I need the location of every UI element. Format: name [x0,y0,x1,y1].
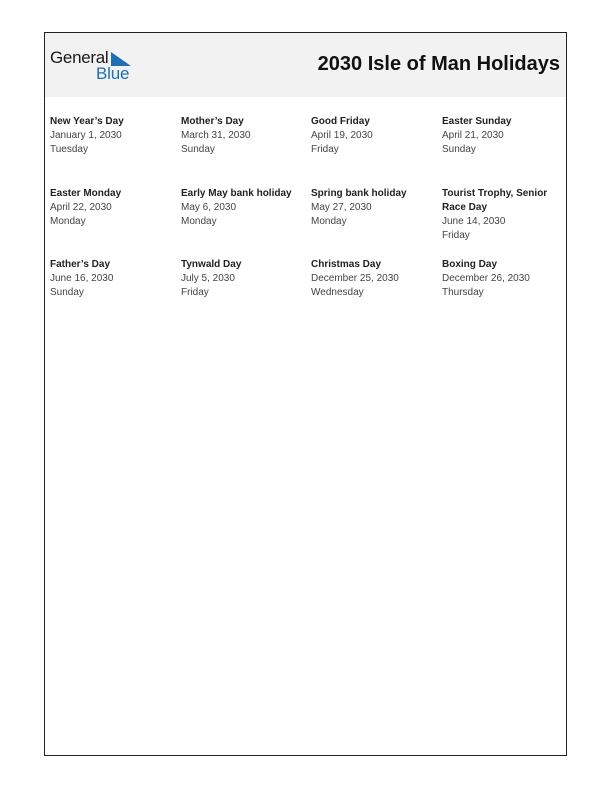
holiday-entry [442,115,566,157]
holiday-date: March 31, 2030 [181,130,251,141]
holiday-weekday: Sunday [442,144,476,155]
holiday-name: Good Friday [311,116,370,127]
holiday-name: Early May bank holiday [181,188,292,199]
holiday-weekday: Friday [311,144,339,155]
logo [50,48,140,82]
holiday-date: April 22, 2030 [50,202,112,213]
holiday-entry [311,187,435,229]
holiday-entry [442,187,566,243]
holiday-entry [181,258,305,300]
holiday-date: December 26, 2030 [442,273,530,284]
holiday-name: Tynwald Day [181,259,242,270]
holiday-weekday: Sunday [50,287,84,298]
holiday-date: June 16, 2030 [50,273,114,284]
page-title: 2030 Isle of Man Holidays [317,53,560,75]
holiday-entry [442,258,566,300]
holiday-name: Boxing Day [442,259,498,270]
logo-text-blue: Blue [96,64,130,83]
holiday-name: New Year’s Day [50,116,124,127]
holiday-date: May 6, 2030 [181,202,237,213]
holiday-weekday: Monday [181,216,217,227]
holiday-name: Spring bank holiday [311,188,407,199]
holiday-weekday: Sunday [181,144,215,155]
holiday-date: April 19, 2030 [311,130,373,141]
holiday-name: Christmas Day [311,259,382,270]
holiday-weekday: Monday [311,216,347,227]
holiday-entry [311,258,435,300]
logo-text-general: General [50,48,109,67]
holiday-weekday: Monday [50,216,86,227]
holiday-entry [181,187,305,229]
holiday-weekday: Wednesday [311,287,364,298]
holiday-entry [50,115,174,157]
holiday-name: Tourist Trophy, Senior Race Day [442,188,548,213]
holiday-date: April 21, 2030 [442,130,504,141]
holiday-weekday: Thursday [442,287,484,298]
header [45,33,566,97]
holiday-entry [311,115,435,157]
holiday-date: July 5, 2030 [181,273,235,284]
holiday-date: June 14, 2030 [442,216,506,227]
holiday-date: May 27, 2030 [311,202,372,213]
holiday-name: Easter Sunday [442,116,512,127]
holiday-name: Father’s Day [50,259,111,270]
page-frame [44,32,567,756]
holiday-entry [50,258,174,300]
holiday-weekday: Friday [442,230,470,241]
holiday-date: December 25, 2030 [311,273,399,284]
holiday-weekday: Friday [181,287,209,298]
holiday-entry [50,187,174,229]
holiday-name: Easter Monday [50,188,122,199]
holiday-name: Mother’s Day [181,116,244,127]
holiday-weekday: Tuesday [50,144,88,155]
holiday-entry [181,115,305,157]
holiday-date: January 1, 2030 [50,130,122,141]
